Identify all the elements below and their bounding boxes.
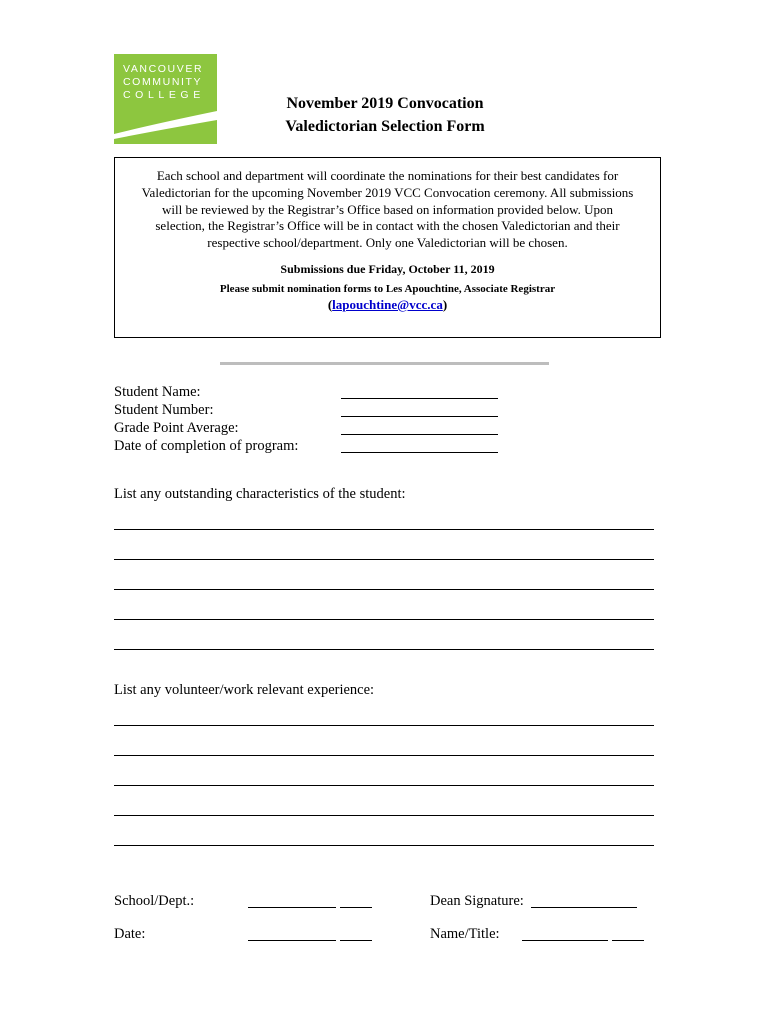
vcc-logo bbox=[114, 54, 217, 144]
characteristics-line[interactable] bbox=[114, 589, 654, 590]
email-paren-open: ( bbox=[327, 296, 333, 312]
section-divider bbox=[220, 362, 549, 365]
experience-line[interactable] bbox=[114, 785, 654, 786]
school-dept-label: School/Dept.: bbox=[114, 893, 195, 909]
email-line bbox=[115, 297, 660, 313]
school-dept-field[interactable] bbox=[248, 907, 336, 908]
title-line-1: November 2019 Convocation bbox=[286, 95, 484, 112]
name-title-label: Name/Title: bbox=[430, 926, 500, 942]
email-link[interactable]: lapouchtine@vcc.ca bbox=[332, 296, 443, 312]
student-number-label: Student Number: bbox=[114, 402, 214, 418]
name-title-field[interactable] bbox=[522, 940, 608, 941]
characteristics-prompt: List any outstanding characteristics of the student: bbox=[114, 486, 406, 502]
student-name-field[interactable] bbox=[341, 398, 498, 399]
experience-line[interactable] bbox=[114, 725, 654, 726]
completion-date-field[interactable] bbox=[341, 452, 498, 453]
date-field-extra[interactable] bbox=[340, 940, 372, 941]
student-number-field[interactable] bbox=[341, 416, 498, 417]
characteristics-line[interactable] bbox=[114, 619, 654, 620]
school-dept-field-extra[interactable] bbox=[340, 907, 372, 908]
experience-line[interactable] bbox=[114, 755, 654, 756]
experience-line[interactable] bbox=[114, 815, 654, 816]
dean-signature-field[interactable] bbox=[531, 907, 637, 908]
characteristics-line[interactable] bbox=[114, 649, 654, 650]
logo-line-1: VANCOUVER bbox=[123, 63, 204, 75]
date-label: Date: bbox=[114, 926, 146, 942]
student-number-row bbox=[114, 401, 514, 419]
student-name-label: Student Name: bbox=[114, 384, 201, 400]
info-intro: Each school and department will coordinate the nominations for their best candidates for Valedictorian for the upcoming November 2019 VCC Convocation ceremony. All submissions will be reviewed by the Registrar’s Office based on information provided below. Upon selection, the Registrar’s Office will be in contact with the chosen Valedictorian and their respective school/department. Only one Valedictorian will be chosen. bbox=[141, 168, 634, 251]
student-name-row bbox=[114, 383, 514, 401]
logo-line-3: COLLEGE bbox=[123, 89, 205, 101]
gpa-row bbox=[114, 419, 514, 437]
characteristics-line[interactable] bbox=[114, 529, 654, 530]
logo-line-2: COMMUNITY bbox=[123, 76, 203, 88]
completion-date-row bbox=[114, 437, 514, 455]
student-fields bbox=[114, 383, 514, 455]
submission-deadline: Submissions due Friday, October 11, 2019 bbox=[280, 261, 495, 276]
title-line-2: Valedictorian Selection Form bbox=[285, 118, 485, 135]
date-field[interactable] bbox=[248, 940, 336, 941]
characteristics-line[interactable] bbox=[114, 559, 654, 560]
logo-text bbox=[123, 63, 205, 102]
gpa-field[interactable] bbox=[341, 434, 498, 435]
dean-signature-label: Dean Signature: bbox=[430, 893, 524, 909]
submission-instructions: Please submit nomination forms to Les Apouchtine, Associate Registrar bbox=[219, 282, 556, 295]
experience-line[interactable] bbox=[114, 845, 654, 846]
info-box bbox=[114, 157, 661, 338]
form-title bbox=[255, 92, 515, 138]
name-title-field-extra[interactable] bbox=[612, 940, 644, 941]
gpa-label: Grade Point Average: bbox=[114, 420, 239, 436]
experience-prompt: List any volunteer/work relevant experience: bbox=[114, 682, 375, 698]
email-paren-close: ) bbox=[442, 296, 448, 312]
completion-date-label: Date of completion of program: bbox=[114, 438, 299, 454]
